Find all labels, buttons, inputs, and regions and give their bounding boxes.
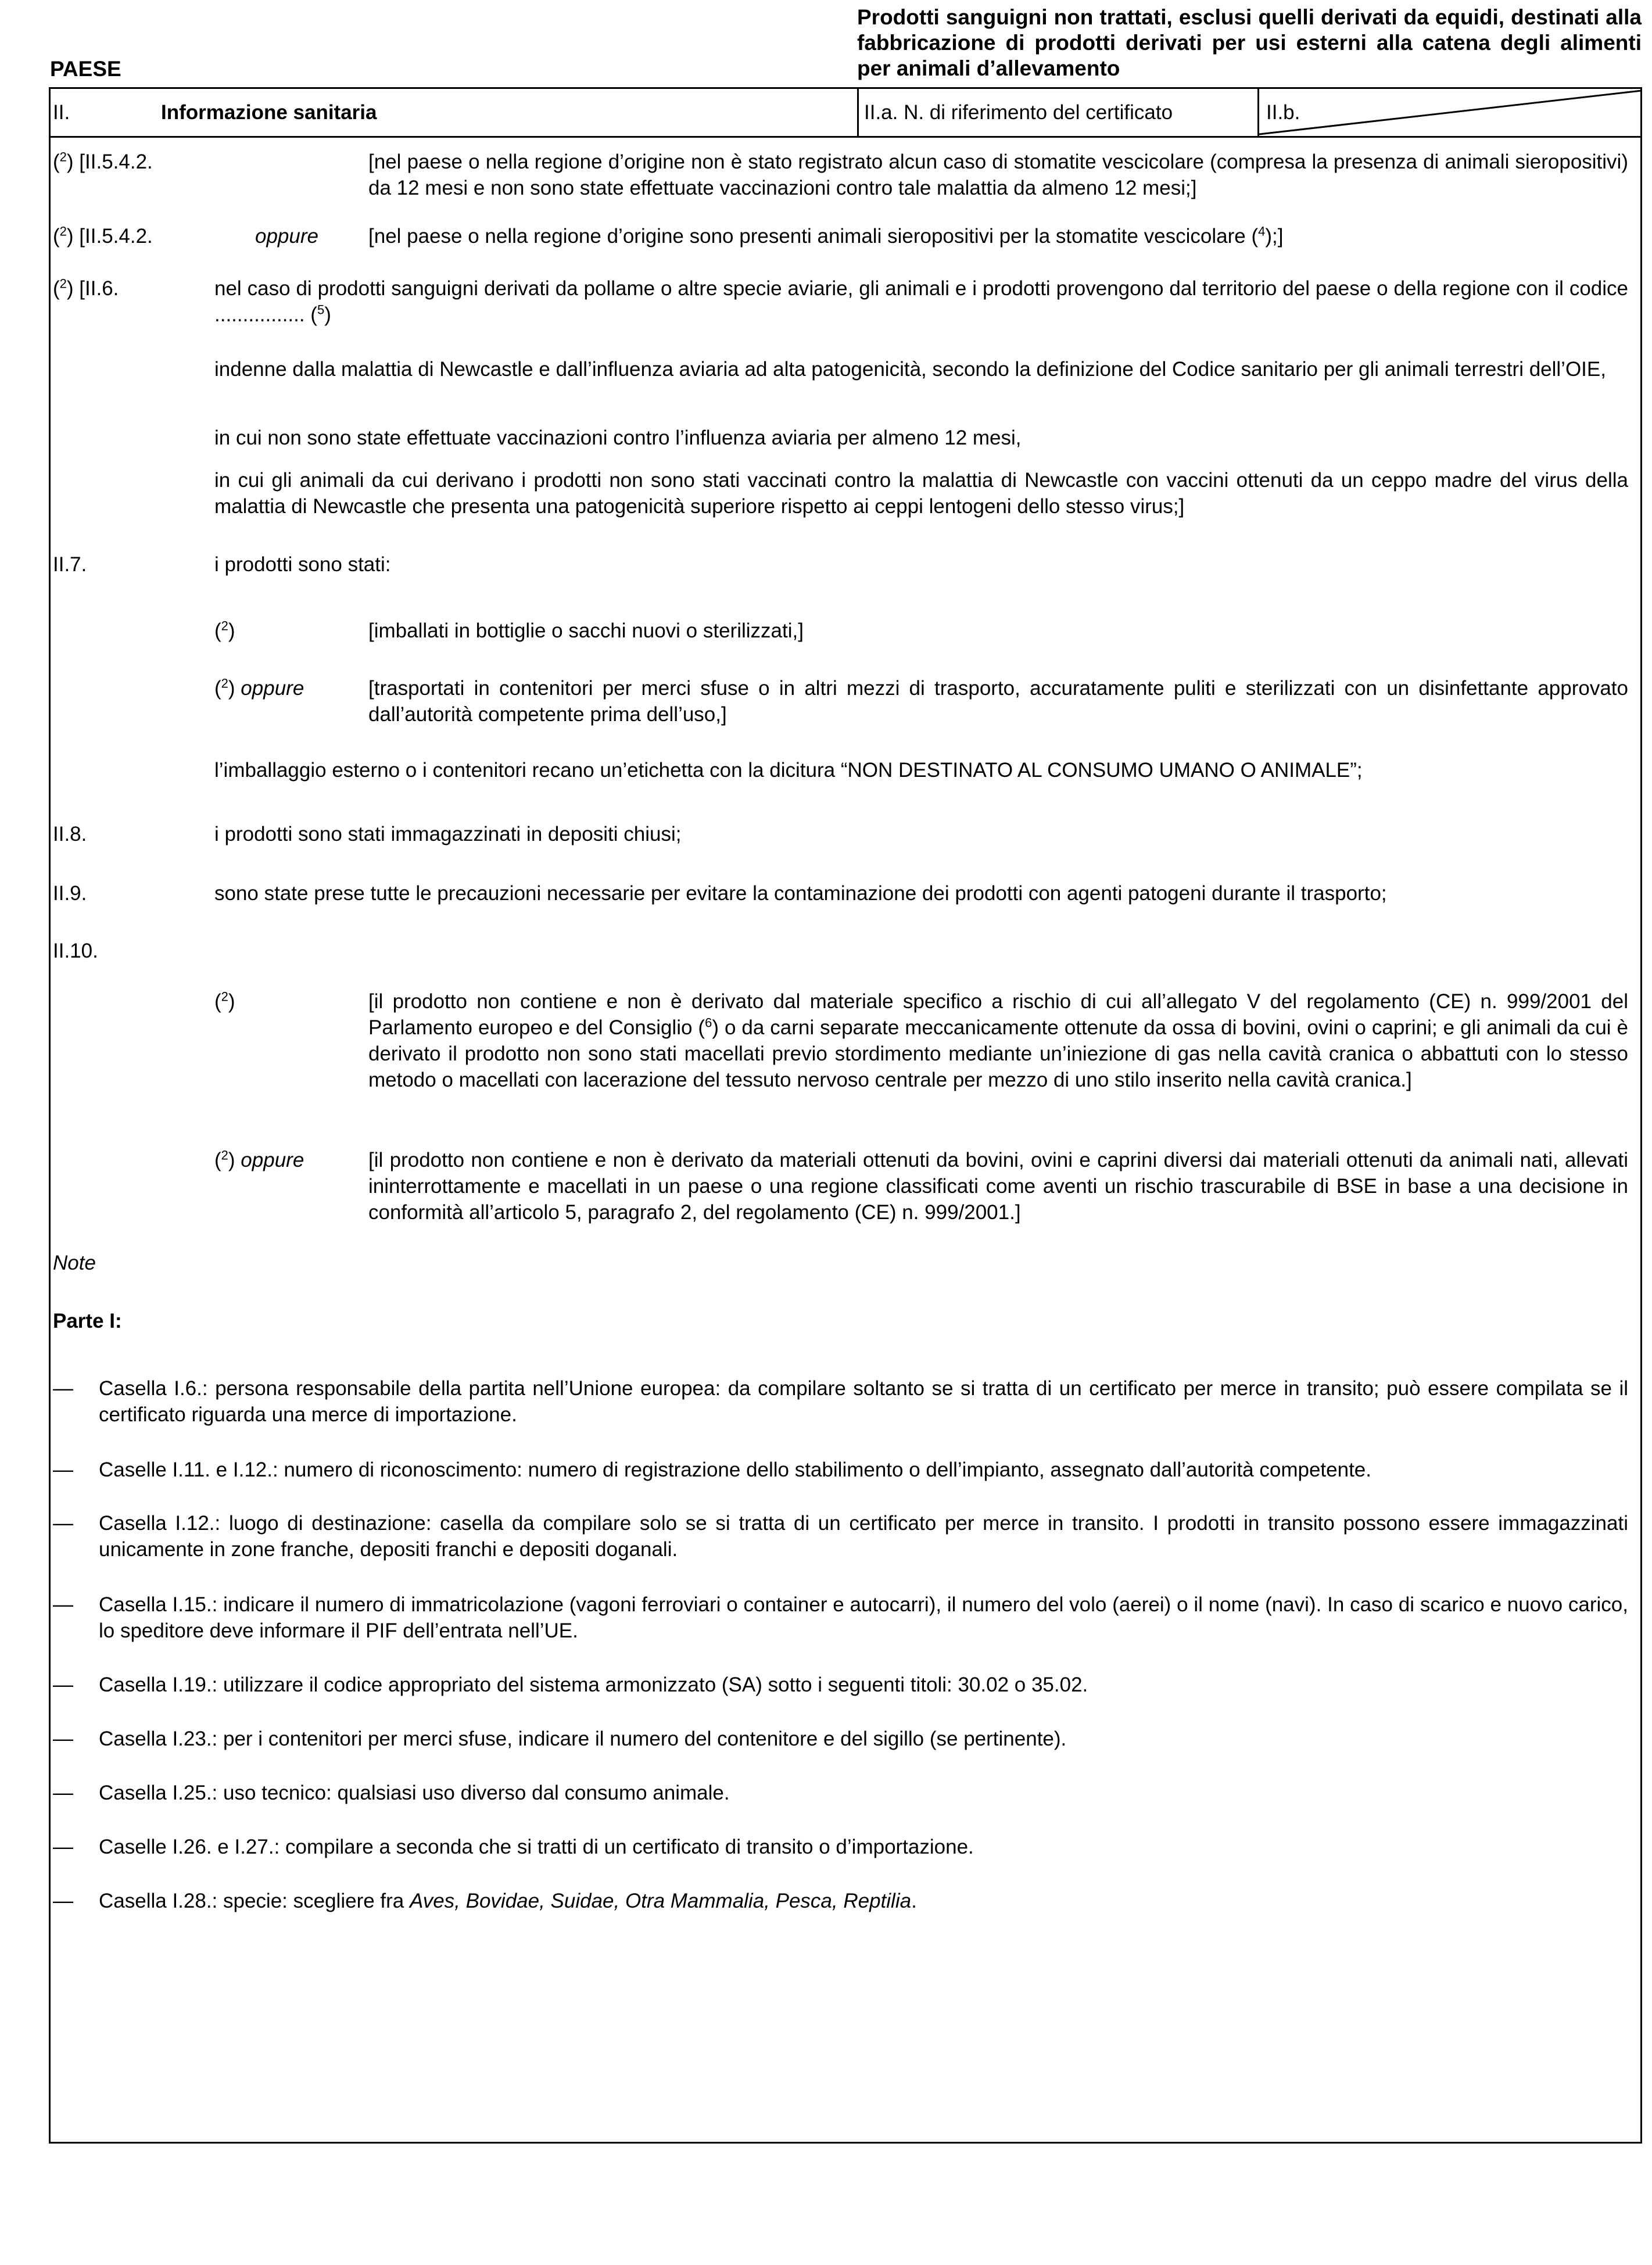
section-number: II. <box>53 101 70 124</box>
certificate-frame <box>49 87 1642 2144</box>
paragraph-number: II.8. <box>53 823 87 845</box>
paragraph-II-8: i prodotti sono stati immagazzinati in depositi chiusi; <box>214 823 682 845</box>
paragraph-II-7-c: l’imballaggio esterno o i contenitori recano un’etichetta con la dicitura “NON DESTINATO AL CONSUMO UMANO O ANIMALE”; <box>214 759 1363 782</box>
notes-part-heading: Parte I: <box>53 1310 122 1332</box>
document-title: Prodotti sanguigni non trattati, esclusi quelli derivati da equidi, destinati alla fabbricazione di prodotti derivati per usi esterni alla catena degli alimenti per animali d’allevamento <box>857 5 1642 80</box>
note-item: Casella I.6.: persona responsabile della partita nell’Unione europea: da compilare soltanto se si tratta di un certificato per merce in transito; può essere compilata se il certificato riguarda una merce di importazione. <box>99 1377 1628 1426</box>
paragraph-II-10-b: [il prodotto non contiene e non è derivato da materiali ottenuti da bovini, ovini e caprini diversi dai materiali ottenuti da animali nati, allevati ininterrottamente e macellati in un paese o una regione classificati come aventi un rischio trascurabile di BSE in base a una decisione in conformità all’articolo 5, paragrafo 2, del regolamento (CE) n. 999/2001.] <box>368 1149 1628 1224</box>
note-dash: — <box>53 1728 73 1750</box>
certificate-reference-label: II.a. N. di riferimento del certificato <box>864 101 1173 124</box>
paragraph-II-6-b: indenne dalla malattia di Newcastle e dall’influenza aviaria ad alta patogenicità, secondo la definizione del Codice sanitario per gli animali terrestri dell’OIE, <box>214 358 1606 381</box>
note-dash: — <box>53 1593 73 1616</box>
note-dash: — <box>53 1890 73 1912</box>
footnote-ref: ($^2$) oppure <box>214 1148 304 1171</box>
note-item: Casella I.25.: uso tecnico: qualsiasi uso diverso dal consumo animale. <box>99 1782 730 1804</box>
oppure-label: oppure <box>255 225 318 248</box>
column-divider <box>857 89 859 136</box>
paragraph-II-6-d: in cui gli animali da cui derivano i prodotti non sono stati vaccinati contro la malattia di Newcastle con vaccini ottenuti da un ceppo madre del virus della malattia di Newcastle che presenta una patogenicità superiore rispetto ai ceppi lentogeni dello stesso virus;] <box>214 469 1628 518</box>
note-item: Caselle I.11. e I.12.: numero di riconoscimento: numero di registrazione dello stabilimento o dell’impianto, assegnato dall’autorità competente. <box>99 1458 1371 1481</box>
paragraph-II-7-b: [trasportati in contenitori per merci sfuse o in altri mezzi di trasporto, accuratamente puliti e sterilizzati con un disinfettante approvato dall’autorità competente prima dell’uso,] <box>368 677 1628 726</box>
paragraph-II-9: sono state prese tutte le precauzioni necessarie per evitare la contaminazione dei prodotti con agenti patogeni durante il trasporto; <box>214 882 1387 905</box>
note-item: Casella I.19.: utilizzare il codice appropriato del sistema armonizzato (SA) sotto i seguenti titoli: 30.02 o 35.02. <box>99 1673 1088 1696</box>
note-dash: — <box>53 1458 73 1481</box>
paragraph-II-6: nel caso di prodotti sanguigni derivati da pollame o altre specie aviarie, gli animali e i prodotti provengono dal territorio del paese o della regione con il codice ................ ($^5$) <box>214 277 1628 326</box>
species-list: Aves, Bovidae, Suidae, Otra Mammalia, Pesca, Reptilia <box>409 1890 912 1912</box>
section-header-row <box>51 89 1640 138</box>
note-item: Caselle I.26. e I.27.: compilare a seconda che si tratti di un certificato di transito o d’importazione. <box>99 1836 974 1858</box>
footnote-ref: ($^2$) [II.6. <box>53 276 119 300</box>
note-dash: — <box>53 1673 73 1696</box>
footnote-ref: ($^2$) oppure <box>214 676 304 700</box>
note-item: Casella I.23.: per i contenitori per merci sfuse, indicare il numero del contenitore e del sigillo (se pertinente). <box>99 1728 1067 1750</box>
notes-title: Note <box>53 1252 96 1274</box>
country-label: PAESE <box>50 57 121 81</box>
note-item: Casella I.12.: luogo di destinazione: casella da compilare solo se si tratta di un certificato per merce in transito. I prodotti in transito possono essere immagazzinati unicamente in zone franche, depositi franchi e depositi doganali. <box>99 1512 1628 1561</box>
iib-label: II.b. <box>1266 101 1300 124</box>
paragraph-II-7-a: [imballati in bottiglie o sacchi nuovi o sterilizzati,] <box>368 619 804 642</box>
paragraph-number: II.10. <box>53 940 98 962</box>
footnote-ref: ($^2$) <box>214 618 235 642</box>
diagonal-strike-line <box>1259 89 1643 136</box>
note-dash: — <box>53 1377 73 1400</box>
paragraph-II-7: i prodotti sono stati: <box>214 553 391 576</box>
note-dash: — <box>53 1782 73 1804</box>
paragraph-number: II.9. <box>53 882 87 905</box>
footnote-ref: ($^2$) [II.5.4.2. <box>53 149 153 173</box>
paragraph-II-10-a: [il prodotto non contiene e non è derivato dal materiale specifico a rischio di cui all’allegato V del regolamento (CE) n. 999/2001 del Parlamento europeo e del Consiglio ($^6$) o da carni separate meccanicamente ottenute da ossa di bovini, ovini o caprini; e gli animali da cui è derivato il prodotto non sono stati macellati previo stordimento mediante un’iniezione di gas nella cavità cranica o abbattuti con lo stesso metodo o macellati con lacerazione del tessuto nervoso centrale per mezzo di uno stilo inserito nella cavità cranica.] <box>368 990 1628 1091</box>
note-dash: — <box>53 1512 73 1535</box>
paragraph-II-6-c: in cui non sono state effettuate vaccinazioni contro l’influenza aviaria per almeno 12 mesi, <box>214 427 1022 449</box>
section-title: Informazione sanitaria <box>161 101 377 124</box>
paragraph-II-5-4-2-a: [nel paese o nella regione d’origine non è stato registrato alcun caso di stomatite vescicolare (compresa la presenza di animali sieropositivi) da 12 mesi e non sono state effettuate vaccinazioni contro tale malattia da almeno 12 mesi;] <box>368 150 1628 199</box>
note-item: Casella I.28.: specie: scegliere fra Aves, Bovidae, Suidae, Otra Mammalia, Pesca, Reptilia. <box>99 1890 917 1912</box>
footnote-ref: ($^2$) [II.5.4.2. <box>53 224 153 248</box>
note-item: Casella I.15.: indicare il numero di immatricolazione (vagoni ferroviari o container e autocarri), il numero del volo (aerei) o il nome (navi). In caso di scarico e nuovo carico, lo speditore deve informare il PIF dell’entrata nell’UE. <box>99 1593 1628 1642</box>
paragraph-number: II.7. <box>53 553 87 576</box>
note-dash: — <box>53 1836 73 1858</box>
paragraph-II-5-4-2-b: [nel paese o nella regione d’origine sono presenti animali sieropositivi per la stomatite vescicolare ($^4$);] <box>368 224 1284 248</box>
footnote-ref: ($^2$) <box>214 989 235 1013</box>
